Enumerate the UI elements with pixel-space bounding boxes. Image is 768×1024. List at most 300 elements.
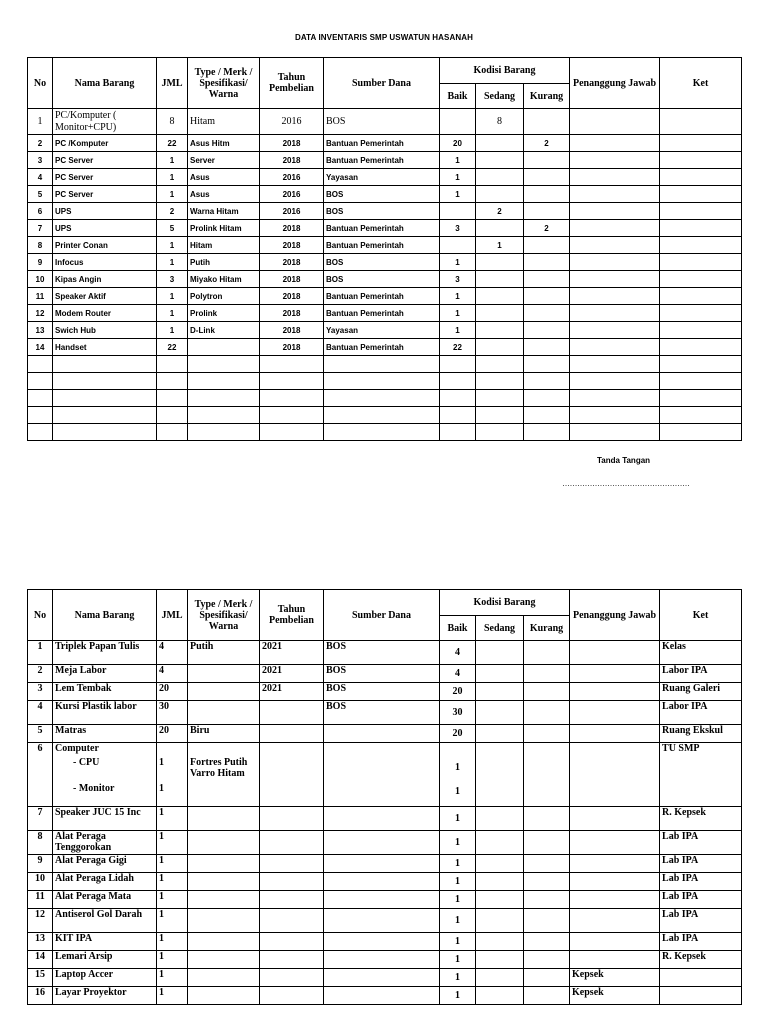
cell-nama-barang: Layar Proyektor [53, 987, 157, 1005]
cell-tahun [260, 725, 324, 743]
cell-tahun [260, 855, 324, 873]
cell-sedang [476, 969, 524, 987]
empty-cell [440, 424, 476, 441]
cell-baik: 1 [440, 951, 476, 969]
cell-type: Putih [188, 641, 260, 665]
header-kurang: Kurang [524, 616, 570, 641]
cell-jml: 1 [157, 254, 188, 271]
cell-penanggung-jawab [570, 951, 660, 969]
cell-baik: 22 [440, 339, 476, 356]
empty-cell [476, 424, 524, 441]
empty-cell [28, 373, 53, 390]
cell-tahun: 2016 [260, 186, 324, 203]
empty-cell [660, 424, 742, 441]
cell-kurang [524, 683, 570, 701]
table-row [28, 135, 742, 152]
cell-kurang [524, 641, 570, 665]
cell-ket [660, 339, 742, 356]
cell-penanggung-jawab [570, 186, 660, 203]
baik-monitor: 1 [455, 786, 460, 797]
cell-ket: TU SMP [660, 743, 742, 807]
empty-cell [524, 390, 570, 407]
cell-baik: 1 [440, 933, 476, 951]
cell-penanggung-jawab [570, 933, 660, 951]
empty-row [28, 424, 742, 441]
cell-type: Prolink Hitam [188, 220, 260, 237]
table-row [28, 641, 742, 665]
cell-sedang [476, 152, 524, 169]
cell-kurang [524, 873, 570, 891]
cell-type: Prolink [188, 305, 260, 322]
cell-baik: 1 [440, 152, 476, 169]
cell-nama-barang: Lemari Arsip [53, 951, 157, 969]
cell-baik: 1 [440, 305, 476, 322]
cell-sumber-dana [324, 951, 440, 969]
header-tahun: Tahun Pembelian [260, 590, 324, 641]
header-no: No [28, 590, 53, 641]
empty-cell [660, 373, 742, 390]
cell-baik: 1 [440, 322, 476, 339]
empty-cell [260, 373, 324, 390]
cell-ket: Lab IPA [660, 933, 742, 951]
empty-cell [524, 424, 570, 441]
empty-cell [53, 407, 157, 424]
cell-jml: 1 [157, 152, 188, 169]
header-sumber-dana: Sumber Dana [324, 590, 440, 641]
empty-cell [440, 373, 476, 390]
cell-sumber-dana: Bantuan Pemerintah [324, 237, 440, 254]
cell-baik: 1 [440, 169, 476, 186]
cell-ket: Lab IPA [660, 873, 742, 891]
cell-type [188, 339, 260, 356]
header-ket: Ket [660, 590, 742, 641]
cell-sumber-dana [324, 807, 440, 831]
table-row [28, 855, 742, 873]
cell-baik: 1 [440, 969, 476, 987]
cell-penanggung-jawab [570, 701, 660, 725]
cell-type: Miyako Hitam [188, 271, 260, 288]
cell-penanggung-jawab [570, 203, 660, 220]
empty-cell [188, 356, 260, 373]
cell-jml: 1 [157, 831, 188, 855]
cell-no: 9 [28, 254, 53, 271]
header-kondisi: Kodisi Barang [440, 590, 570, 616]
cell-type [188, 873, 260, 891]
cell-penanggung-jawab [570, 288, 660, 305]
cell-tahun [260, 987, 324, 1005]
cell-sedang [476, 701, 524, 725]
cell-ket [660, 237, 742, 254]
cell-nama-barang: Swich Hub [53, 322, 157, 339]
cell-jml: 20 [157, 683, 188, 701]
cell-jml: 1 [157, 288, 188, 305]
cell-type [188, 743, 260, 807]
empty-cell [660, 407, 742, 424]
cell-no: 8 [28, 237, 53, 254]
empty-cell [476, 390, 524, 407]
cell-sedang [476, 135, 524, 152]
cell-penanggung-jawab: Kepsek [570, 987, 660, 1005]
cell-tahun: 2018 [260, 254, 324, 271]
cell-jml: 1 [157, 891, 188, 909]
cell-tahun: 2018 [260, 271, 324, 288]
cell-no: 13 [28, 322, 53, 339]
cell-tahun [260, 951, 324, 969]
cell-penanggung-jawab [570, 135, 660, 152]
cell-jml: 1 [157, 237, 188, 254]
cell-sedang [476, 951, 524, 969]
table-row [28, 701, 742, 725]
cell-penanggung-jawab [570, 665, 660, 683]
cell-kurang [524, 933, 570, 951]
cell-sumber-dana [324, 969, 440, 987]
cell-type [188, 807, 260, 831]
cell-penanggung-jawab [570, 339, 660, 356]
cell-no: 7 [28, 220, 53, 237]
empty-cell [260, 424, 324, 441]
empty-cell [260, 407, 324, 424]
cell-sedang [476, 807, 524, 831]
cell-kurang [524, 288, 570, 305]
cell-no: 5 [28, 186, 53, 203]
cell-ket: Lab IPA [660, 909, 742, 933]
cell-jml: 1 [157, 969, 188, 987]
empty-cell [53, 373, 157, 390]
cell-kurang [524, 831, 570, 855]
cell-ket: Kelas [660, 641, 742, 665]
cell-ket [660, 220, 742, 237]
cell-no: 4 [28, 701, 53, 725]
table-row [28, 873, 742, 891]
cell-tahun: 2021 [260, 641, 324, 665]
cell-penanggung-jawab [570, 271, 660, 288]
cell-sedang [476, 322, 524, 339]
cell-no: 2 [28, 665, 53, 683]
cell-nama-barang: Handset [53, 339, 157, 356]
cell-penanggung-jawab [570, 683, 660, 701]
cell-no: 10 [28, 873, 53, 891]
header-baik: Baik [440, 84, 476, 109]
cell-baik [440, 203, 476, 220]
empty-cell [28, 407, 53, 424]
empty-cell [660, 390, 742, 407]
header-kondisi: Kodisi Barang [440, 58, 570, 84]
cell-penanggung-jawab [570, 152, 660, 169]
empty-cell [53, 356, 157, 373]
cell-sumber-dana: Yayasan [324, 169, 440, 186]
header-jml: JML [157, 590, 188, 641]
cell-baik: 1 [440, 288, 476, 305]
cell-ket [660, 109, 742, 135]
cell-nama-barang: Matras [53, 725, 157, 743]
cell-kurang [524, 203, 570, 220]
cell-no: 14 [28, 951, 53, 969]
cell-nama-barang: Lem Tembak [53, 683, 157, 701]
table-row [28, 203, 742, 220]
table-row [28, 169, 742, 186]
empty-cell [324, 373, 440, 390]
cell-nama-barang: Triplek Papan Tulis [53, 641, 157, 665]
cell-nama-barang: Alat Peraga Gigi [53, 855, 157, 873]
cell-sumber-dana: Bantuan Pemerintah [324, 220, 440, 237]
cell-jml: 1 [157, 855, 188, 873]
cell-ket: Lab IPA [660, 855, 742, 873]
cell-type [188, 683, 260, 701]
table-row [28, 831, 742, 855]
cell-penanggung-jawab [570, 109, 660, 135]
cell-jml: 30 [157, 701, 188, 725]
table-row [28, 152, 742, 169]
cell-ket: R. Kepsek [660, 951, 742, 969]
cell-tahun: 2016 [260, 109, 324, 135]
cell-sedang [476, 873, 524, 891]
cell-tahun: 2016 [260, 203, 324, 220]
cell-baik: 4 [440, 641, 476, 665]
cell-type [188, 701, 260, 725]
cell-kurang [524, 271, 570, 288]
cell-sedang [476, 665, 524, 683]
cell-kurang [524, 169, 570, 186]
empty-cell [570, 390, 660, 407]
header-jml: JML [157, 58, 188, 109]
cell-baik [440, 109, 476, 135]
cell-sumber-dana: Bantuan Pemerintah [324, 135, 440, 152]
computer-label: Computer [55, 743, 99, 754]
empty-cell [660, 356, 742, 373]
cell-jml: 1 [157, 322, 188, 339]
cell-ket [660, 135, 742, 152]
empty-cell [157, 390, 188, 407]
cell-type: Asus [188, 186, 260, 203]
signature-label: Tanda Tangan [597, 456, 651, 465]
empty-cell [157, 407, 188, 424]
cell-nama-barang [53, 743, 157, 807]
cell-sedang [476, 855, 524, 873]
cell-sedang: 8 [476, 109, 524, 135]
empty-cell [188, 390, 260, 407]
cell-no: 2 [28, 135, 53, 152]
cell-penanggung-jawab [570, 254, 660, 271]
cell-baik: 1 [440, 987, 476, 1005]
cell-baik: 1 [440, 807, 476, 831]
cell-jml: 1 [157, 873, 188, 891]
table-row [28, 665, 742, 683]
cell-jml: 4 [157, 641, 188, 665]
cell-penanggung-jawab [570, 743, 660, 807]
cell-sedang [476, 933, 524, 951]
cell-tahun: 2018 [260, 288, 324, 305]
cell-nama-barang: Meja Labor [53, 665, 157, 683]
cell-baik: 3 [440, 271, 476, 288]
cell-ket [660, 322, 742, 339]
cell-type: D-Link [188, 322, 260, 339]
empty-cell [53, 424, 157, 441]
cell-sumber-dana: Yayasan [324, 322, 440, 339]
cell-sumber-dana: Bantuan Pemerintah [324, 288, 440, 305]
header-penanggung-jawab: Penanggung Jawab [570, 58, 660, 109]
cell-baik: 1 [440, 873, 476, 891]
table-row [28, 933, 742, 951]
table-row [28, 237, 742, 254]
cell-sedang [476, 891, 524, 909]
table-row [28, 339, 742, 356]
cell-tahun [260, 743, 324, 807]
cell-baik [440, 237, 476, 254]
cell-nama-barang: Printer Conan [53, 237, 157, 254]
cell-penanggung-jawab [570, 305, 660, 322]
empty-cell [570, 373, 660, 390]
cell-ket [660, 254, 742, 271]
cell-kurang [524, 951, 570, 969]
cell-sumber-dana: BOS [324, 271, 440, 288]
cell-tahun: 2016 [260, 169, 324, 186]
empty-cell [570, 424, 660, 441]
cell-jml: 1 [157, 987, 188, 1005]
empty-cell [476, 373, 524, 390]
cell-nama-barang: PC Server [53, 169, 157, 186]
table-row [28, 305, 742, 322]
cell-jml: 2 [157, 203, 188, 220]
cell-kurang [524, 152, 570, 169]
cell-nama-barang: PC /Komputer [53, 135, 157, 152]
cell-sedang [476, 743, 524, 807]
table-row [28, 271, 742, 288]
cell-sedang [476, 169, 524, 186]
cell-no: 8 [28, 831, 53, 855]
cell-kurang [524, 109, 570, 135]
cell-sumber-dana [324, 743, 440, 807]
table-row [28, 909, 742, 933]
cell-kurang: 2 [524, 220, 570, 237]
cell-jml: 5 [157, 220, 188, 237]
cell-sumber-dana: Bantuan Pemerintah [324, 339, 440, 356]
cell-baik: 1 [440, 831, 476, 855]
cell-type [188, 909, 260, 933]
table-row [28, 186, 742, 203]
table-row [28, 254, 742, 271]
cell-kurang [524, 186, 570, 203]
cell-ket [660, 203, 742, 220]
cell-ket [660, 969, 742, 987]
cell-nama-barang: KIT IPA [53, 933, 157, 951]
cell-sedang [476, 683, 524, 701]
cell-nama-barang: PC Server [53, 152, 157, 169]
cell-sumber-dana: BOS [324, 254, 440, 271]
cell-jml: 1 [157, 305, 188, 322]
empty-cell [260, 390, 324, 407]
cell-sedang [476, 641, 524, 665]
cell-penanggung-jawab [570, 855, 660, 873]
cell-no: 1 [28, 109, 53, 135]
cell-baik: 1 [440, 891, 476, 909]
cell-penanggung-jawab [570, 725, 660, 743]
cell-type: Server [188, 152, 260, 169]
cell-baik: 3 [440, 220, 476, 237]
type-cpu: Fortres Putih [190, 757, 248, 768]
empty-cell [260, 356, 324, 373]
cell-no: 16 [28, 987, 53, 1005]
cell-sumber-dana [324, 873, 440, 891]
empty-cell [324, 407, 440, 424]
empty-cell [440, 407, 476, 424]
cell-type: Asus Hitm [188, 135, 260, 152]
cell-baik: 1 [440, 855, 476, 873]
empty-cell [28, 356, 53, 373]
cell-tahun: 2018 [260, 220, 324, 237]
cell-nama-barang: UPS [53, 220, 157, 237]
cell-baik: 20 [440, 683, 476, 701]
cell-sumber-dana [324, 891, 440, 909]
cell-type [188, 951, 260, 969]
cell-sumber-dana [324, 855, 440, 873]
cell-jml: 22 [157, 135, 188, 152]
empty-cell [524, 373, 570, 390]
empty-cell [324, 424, 440, 441]
cell-tahun [260, 807, 324, 831]
cell-jml [157, 743, 188, 807]
cell-nama-barang: Kursi Plastik labor [53, 701, 157, 725]
cell-tahun: 2018 [260, 305, 324, 322]
empty-cell [476, 407, 524, 424]
cell-penanggung-jawab [570, 891, 660, 909]
cell-sumber-dana: Bantuan Pemerintah [324, 152, 440, 169]
header-type: Type / Merk / Spesifikasi/ Warna [188, 590, 260, 641]
empty-row [28, 390, 742, 407]
cell-penanggung-jawab [570, 322, 660, 339]
cell-no: 1 [28, 641, 53, 665]
cell-baik: 4 [440, 665, 476, 683]
cell-sumber-dana: BOS [324, 109, 440, 135]
cell-ket: Ruang Galeri [660, 683, 742, 701]
empty-cell [440, 390, 476, 407]
cell-nama-barang: Kipas Angin [53, 271, 157, 288]
cell-kurang [524, 969, 570, 987]
cell-tahun: 2021 [260, 665, 324, 683]
cell-sedang [476, 987, 524, 1005]
cell-kurang [524, 743, 570, 807]
cell-sedang [476, 909, 524, 933]
cell-no: 10 [28, 271, 53, 288]
cell-tahun: 2018 [260, 135, 324, 152]
cell-baik: 1 [440, 254, 476, 271]
cell-sedang [476, 305, 524, 322]
cell-sedang [476, 831, 524, 855]
header-penanggung-jawab: Penanggung Jawab [570, 590, 660, 641]
empty-cell [157, 424, 188, 441]
cell-no: 12 [28, 909, 53, 933]
cell-sumber-dana: BOS [324, 641, 440, 665]
jml-monitor: 1 [159, 783, 164, 794]
cell-baik: 1 [440, 909, 476, 933]
cell-sumber-dana [324, 933, 440, 951]
cell-no: 6 [28, 203, 53, 220]
header-type: Type / Merk / Spesifikasi/ Warna [188, 58, 260, 109]
cell-tahun [260, 701, 324, 725]
empty-cell [570, 407, 660, 424]
cell-type [188, 855, 260, 873]
cell-penanggung-jawab [570, 807, 660, 831]
type-monitor: Varro Hitam [190, 768, 245, 779]
cell-type: Polytron [188, 288, 260, 305]
cell-jml: 1 [157, 807, 188, 831]
empty-cell [188, 407, 260, 424]
cell-sedang: 2 [476, 203, 524, 220]
cell-no: 15 [28, 969, 53, 987]
cell-ket [660, 186, 742, 203]
baik-cpu: 1 [455, 762, 460, 773]
cell-jml: 1 [157, 909, 188, 933]
header-no: No [28, 58, 53, 109]
